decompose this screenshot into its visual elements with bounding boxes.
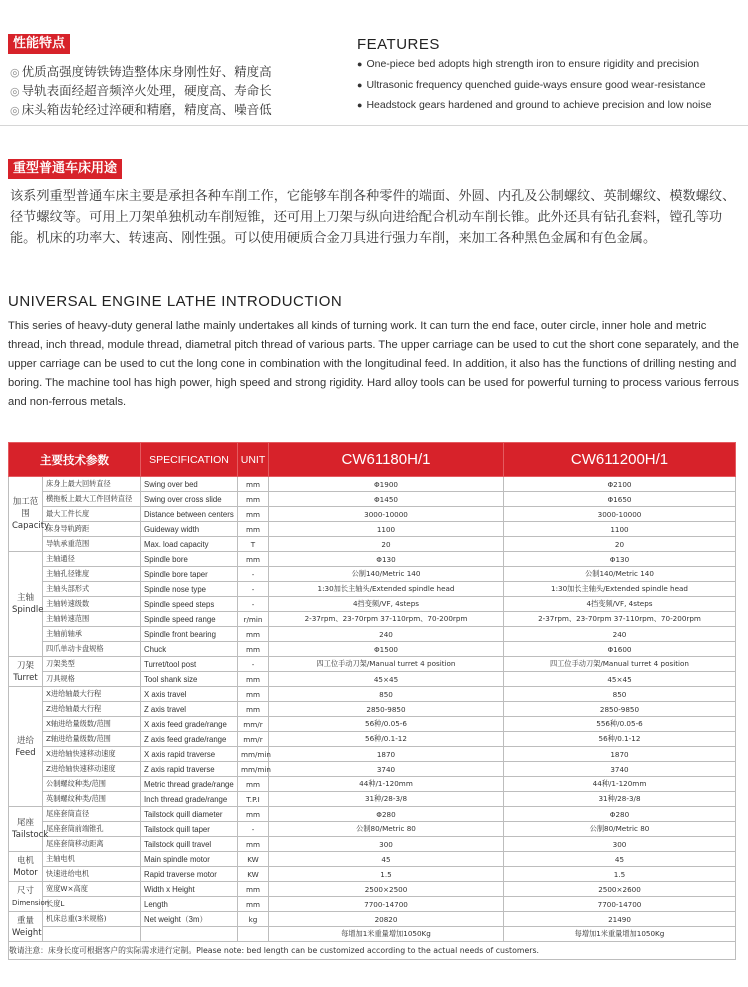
dot-bullet-icon: ● (357, 59, 363, 69)
param-en: Turret/tool post (141, 657, 238, 672)
intro-en-title: UNIVERSAL ENGINE LATHE INTRODUCTION (8, 293, 343, 310)
value-model-b: Φ280 (504, 807, 736, 822)
param-cn: Z进给轴快速移动速度 (43, 762, 141, 777)
header-model-a: CW61180H/1 (269, 443, 504, 477)
param-en: Length (141, 897, 238, 912)
dot-bullet-icon: ● (357, 100, 363, 110)
value-model-b: 2500×2600 (504, 882, 736, 897)
table-row (9, 687, 736, 702)
table-row (9, 807, 736, 822)
param-cn: 最大工件长度 (43, 507, 141, 522)
table-row (9, 627, 736, 642)
param-unit: mm (238, 882, 269, 897)
table-row (9, 657, 736, 672)
param-cn: 主轴转速范围 (43, 612, 141, 627)
value-model-a: 每增加1米重量增加1050Kg (269, 927, 504, 942)
table-row (9, 792, 736, 807)
table-row (9, 597, 736, 612)
param-en: Tailstock quill travel (141, 837, 238, 852)
value-model-b: 四工位手动刀架/Manual turret 4 position (504, 657, 736, 672)
value-model-b: 每增加1米重量增加1050Kg (504, 927, 736, 942)
group-label (9, 912, 43, 942)
value-model-a: 56种/0.05-6 (269, 717, 504, 732)
table-row (9, 567, 736, 582)
group-label-cn: 加工范围 (12, 497, 39, 519)
param-unit: mm/min (238, 762, 269, 777)
param-cn: 四爪单动卡盘规格 (43, 642, 141, 657)
param-unit: mm (238, 837, 269, 852)
param-en: Width x Height (141, 882, 238, 897)
group-label-en: Dimension (12, 898, 50, 907)
value-model-b: 31种/28-3/8 (504, 792, 736, 807)
group-label-cn: 刀架 (16, 660, 34, 671)
param-unit: - (238, 582, 269, 597)
param-en: Net weight（3m） (141, 912, 238, 927)
param-unit: - (238, 657, 269, 672)
header-spec: SPECIFICATION (141, 443, 238, 477)
group-label (9, 477, 50, 552)
param-unit: mm (238, 477, 269, 492)
param-en: Main spindle motor (141, 852, 238, 867)
table-row (9, 507, 736, 522)
value-model-a: 2850-9850 (269, 702, 504, 717)
param-cn: 刀具规格 (43, 672, 141, 687)
param-en: X axis rapid traverse (141, 747, 238, 762)
en-feature-item (357, 79, 706, 91)
param-cn: 主轴前轴承 (43, 627, 141, 642)
param-cn: 尾座套筒直径 (43, 807, 141, 822)
spec-table-body (9, 477, 736, 942)
param-en: Inch thread grade/range (141, 792, 238, 807)
value-model-b: 44种/1-120mm (504, 777, 736, 792)
value-model-b: 1100 (504, 522, 736, 537)
table-row (9, 732, 736, 747)
value-model-a: Φ280 (269, 807, 504, 822)
group-label-cn: 主轴 (16, 593, 34, 603)
table-note: 敬请注意：床身长度可根据客户的实际需求进行定制。Please note: bed length can be customized according to the actual needs of customers. (9, 942, 736, 960)
param-unit: mm (238, 702, 269, 717)
param-unit: mm (238, 687, 269, 702)
intro-en-text: This series of heavy-duty general lathe mainly undertakes all kinds of turning work. It can turn the end face, outer circle, inner hole and metric thread, inch thread, module thread, diametral pitch thread of various parts. The upper carriage can be used to cut the short cone separately, and the upper carriage can be used to cut the long cone in combination with the longitudinal feed. In addition, it also has the functions of drilling nesting and boring. The machine tool has high power, high speed and strong rigidity. Hard alloy tools can be used for powerful turning to process various ferrous and non-ferrous metals. (8, 320, 739, 408)
param-cn: Z轴进给量级数/范围 (43, 732, 141, 747)
value-model-b: 公制80/Metric 80 (504, 822, 736, 837)
table-row (9, 747, 736, 762)
value-model-a: 1.5 (269, 867, 504, 882)
value-model-b: 4挡变频/VF, 4steps (504, 597, 736, 612)
table-row (9, 672, 736, 687)
param-en (141, 927, 238, 942)
value-model-b: Φ2100 (504, 477, 736, 492)
group-label-en: Turret (13, 672, 38, 683)
ring-bullet-icon: ◎ (10, 66, 20, 79)
value-model-a: 45 (269, 852, 504, 867)
table-row (9, 642, 736, 657)
param-cn: 床身上最大回转直径 (43, 477, 141, 492)
value-model-b: 公制140/Metric 140 (504, 567, 736, 582)
param-en: Metric thread grade/range (141, 777, 238, 792)
param-unit: mm (238, 777, 269, 792)
value-model-a: Φ1900 (269, 477, 504, 492)
value-model-a: 2500×2500 (269, 882, 504, 897)
features-cn-title: 性能特点 (8, 34, 70, 54)
table-row (9, 477, 736, 492)
param-cn: X轴进给量级数/范围 (43, 717, 141, 732)
features-en-title: FEATURES (357, 36, 440, 53)
value-model-a: 4挡变频/VF, 4steps (269, 597, 504, 612)
param-en: X axis feed grade/range (141, 717, 238, 732)
param-cn: 长度L (43, 897, 141, 912)
param-cn: 主轴孔径锥度 (43, 567, 141, 582)
param-unit: mm (238, 897, 269, 912)
param-cn: 尾座套筒前端锥孔 (43, 822, 141, 837)
group-label-en: Tailstock (12, 830, 49, 840)
param-en: Chuck (141, 642, 238, 657)
param-unit: mm (238, 642, 269, 657)
value-model-a: 3000-10000 (269, 507, 504, 522)
table-row (9, 522, 736, 537)
table-row (9, 552, 736, 567)
param-unit: mm (238, 807, 269, 822)
table-row (9, 837, 736, 852)
param-en: Max. load capacity (141, 537, 238, 552)
intro-cn-text: 该系列重型普通车床主要是承担各种车削工作，它能够车削各种零件的端面、外圆、内孔及公制螺纹、英制螺纹、模数螺纹、径节螺纹等。可用上刀架单独机动车削短锥，还可用上刀架与纵向进给配合机动车削长锥。此外还具有钻孔套料，镗孔等功能。机床的功率大、转速高、刚性强。可以使用硬质合金刀具进行强力车削，来加工各种黑色金属和有色金属。 (10, 189, 736, 246)
header-model-b: CW611200H/1 (504, 443, 736, 477)
param-cn: 刀架类型 (43, 657, 141, 672)
value-model-b: 2-37rpm、23-70rpm 37-110rpm、70-200rpm (504, 612, 736, 627)
param-cn: 导轨承重范围 (43, 537, 141, 552)
param-unit: mm (238, 522, 269, 537)
value-model-a: Φ1450 (269, 492, 504, 507)
group-label (9, 852, 43, 882)
value-model-a: Φ1500 (269, 642, 504, 657)
param-unit: r/min (238, 612, 269, 627)
value-model-a: 31种/28-3/8 (269, 792, 504, 807)
param-unit: mm (238, 492, 269, 507)
value-model-b: 7700-14700 (504, 897, 736, 912)
param-cn: 主轴头部形式 (43, 582, 141, 597)
param-cn: 主轴通径 (43, 552, 141, 567)
value-model-a: 45×45 (269, 672, 504, 687)
table-row (9, 912, 736, 927)
cn-feature-text: 优质高强度铸铁铸造整体床身刚性好、精度高 (21, 64, 272, 79)
param-unit: - (238, 822, 269, 837)
param-cn: Z进给轴最大行程 (43, 702, 141, 717)
value-model-a: 1870 (269, 747, 504, 762)
param-en: Swing over cross slide (141, 492, 238, 507)
cn-feature-item (10, 100, 272, 118)
param-en: Spindle bore taper (141, 567, 238, 582)
param-cn: 主轴电机 (43, 852, 141, 867)
value-model-b: 556种/0.05-6 (504, 717, 736, 732)
param-unit: mm (238, 507, 269, 522)
param-unit: mm (238, 672, 269, 687)
param-en: Spindle speed range (141, 612, 238, 627)
value-model-b: 2850-9850 (504, 702, 736, 717)
value-model-b: Φ1600 (504, 642, 736, 657)
group-label-cn: 重量 (16, 915, 34, 926)
cn-feature-item (10, 62, 272, 80)
value-model-b: 45 (504, 852, 736, 867)
value-model-a: 850 (269, 687, 504, 702)
value-model-a: 44种/1-120mm (269, 777, 504, 792)
value-model-b: 1:30加长主轴头/Extended spindle head (504, 582, 736, 597)
param-cn: X进给轴快速移动速度 (43, 747, 141, 762)
group-label (9, 687, 43, 807)
param-cn: 尾座套筒移动距离 (43, 837, 141, 852)
param-en: Spindle bore (141, 552, 238, 567)
value-model-b: 1870 (504, 747, 736, 762)
param-en: Tool shank size (141, 672, 238, 687)
en-feature-text: Headstock gears hardened and ground to achieve precision and low noise (366, 99, 712, 111)
param-cn: 公制螺纹种类/范围 (43, 777, 141, 792)
group-label-en: Capacity (12, 521, 50, 531)
group-label-en: Weight (12, 927, 42, 938)
group-label (9, 807, 49, 852)
param-unit: KW (238, 867, 269, 882)
param-en: Z axis rapid traverse (141, 762, 238, 777)
value-model-b: 3000-10000 (504, 507, 736, 522)
group-label-cn: 进给 (16, 735, 34, 746)
param-cn: 英制螺纹种类/范围 (43, 792, 141, 807)
value-model-a: 56种/0.1-12 (269, 732, 504, 747)
value-model-b: 21490 (504, 912, 736, 927)
param-unit: mm (238, 552, 269, 567)
param-unit: T.P.I (238, 792, 269, 807)
note-row (9, 942, 736, 960)
param-unit: KW (238, 852, 269, 867)
section-divider (0, 125, 748, 126)
ring-bullet-icon: ◎ (10, 104, 20, 117)
param-en: Distance between centers (141, 507, 238, 522)
value-model-a: 240 (269, 627, 504, 642)
value-model-a: 3740 (269, 762, 504, 777)
param-unit: - (238, 567, 269, 582)
value-model-b: 20 (504, 537, 736, 552)
table-row (9, 777, 736, 792)
param-en: Spindle speed steps (141, 597, 238, 612)
value-model-a: 300 (269, 837, 504, 852)
value-model-a: 四工位手动刀架/Manual turret 4 position (269, 657, 504, 672)
cn-feature-text: 导轨表面经超音频淬火处理，硬度高、寿命长 (21, 83, 272, 98)
param-en: Spindle nose type (141, 582, 238, 597)
table-row (9, 897, 736, 912)
table-row (9, 537, 736, 552)
cn-feature-text: 床头箱齿轮经过淬硬和精磨，精度高、噪音低 (21, 102, 272, 117)
en-feature-item (357, 99, 711, 111)
value-model-b: 3740 (504, 762, 736, 777)
param-en: Z axis feed grade/range (141, 732, 238, 747)
value-model-a: 公制80/Metric 80 (269, 822, 504, 837)
value-model-b: 300 (504, 837, 736, 852)
group-label-en: Feed (15, 747, 36, 758)
param-en: Rapid traverse motor (141, 867, 238, 882)
value-model-a: 1:30加长主轴头/Extended spindle head (269, 582, 504, 597)
param-unit: mm/r (238, 717, 269, 732)
group-label (9, 552, 43, 657)
value-model-b: 45×45 (504, 672, 736, 687)
table-row (9, 822, 736, 837)
param-cn: 快速进给电机 (43, 867, 141, 882)
param-en: Spindle front bearing (141, 627, 238, 642)
en-feature-text: One-piece bed adopts high strength iron to ensure rigidity and precision (366, 58, 700, 70)
spec-table-header (9, 443, 736, 477)
table-row (9, 852, 736, 867)
value-model-b: Φ130 (504, 552, 736, 567)
group-label (9, 657, 43, 687)
value-model-a: 7700-14700 (269, 897, 504, 912)
table-row (9, 762, 736, 777)
group-label (9, 882, 50, 912)
param-unit: kg (238, 912, 269, 927)
ring-bullet-icon: ◎ (10, 85, 20, 98)
param-cn: 床身导轨跨距 (43, 522, 141, 537)
value-model-a: 1100 (269, 522, 504, 537)
param-unit: T (238, 537, 269, 552)
group-label-en: Spindle (12, 605, 44, 615)
dot-bullet-icon: ● (357, 80, 363, 90)
param-cn: X进给轴最大行程 (43, 687, 141, 702)
param-en: Swing over bed (141, 477, 238, 492)
table-row (9, 717, 736, 732)
intro-cn-title: 重型普通车床用途 (8, 159, 122, 179)
param-en: Guideway width (141, 522, 238, 537)
en-feature-item (357, 58, 699, 70)
param-cn: 宽度W×高度 (43, 882, 141, 897)
param-en: X axis travel (141, 687, 238, 702)
table-row (9, 867, 736, 882)
param-unit: mm (238, 627, 269, 642)
table-row (9, 612, 736, 627)
table-row (9, 882, 736, 897)
en-feature-text: Ultrasonic frequency quenched guide-ways ensure good wear-resistance (366, 79, 706, 91)
param-en: Z axis travel (141, 702, 238, 717)
group-label-cn: 尺寸 (16, 885, 34, 896)
group-label-cn: 尾座 (16, 818, 34, 828)
param-cn: 主轴转速级数 (43, 597, 141, 612)
group-label-cn: 电机 (16, 855, 34, 866)
param-unit: mm/r (238, 732, 269, 747)
cn-feature-item (10, 81, 272, 99)
param-cn: 机床总重(3米规格) (43, 912, 141, 927)
value-model-a: 20 (269, 537, 504, 552)
value-model-b: 240 (504, 627, 736, 642)
header-unit: UNIT (238, 443, 269, 477)
spec-table (8, 442, 736, 960)
param-cn: 横拖板上最大工件回转直径 (43, 492, 141, 507)
table-row (9, 927, 736, 942)
param-unit (238, 927, 269, 942)
value-model-a: 公制140/Metric 140 (269, 567, 504, 582)
table-row (9, 582, 736, 597)
param-cn (43, 927, 141, 942)
value-model-b: 1.5 (504, 867, 736, 882)
value-model-a: Φ130 (269, 552, 504, 567)
value-model-a: 20820 (269, 912, 504, 927)
header-cn: 主要技术参数 (9, 443, 141, 477)
table-row (9, 702, 736, 717)
value-model-b: Φ1650 (504, 492, 736, 507)
value-model-b: 850 (504, 687, 736, 702)
group-label-en: Motor (13, 867, 38, 878)
param-en: Tailstock quill taper (141, 822, 238, 837)
param-unit: mm/min (238, 747, 269, 762)
value-model-a: 2-37rpm、23-70rpm 37-110rpm、70-200rpm (269, 612, 504, 627)
value-model-b: 56种/0.1-12 (504, 732, 736, 747)
param-en: Tailstock quill diameter (141, 807, 238, 822)
param-unit: - (238, 597, 269, 612)
table-row (9, 492, 736, 507)
